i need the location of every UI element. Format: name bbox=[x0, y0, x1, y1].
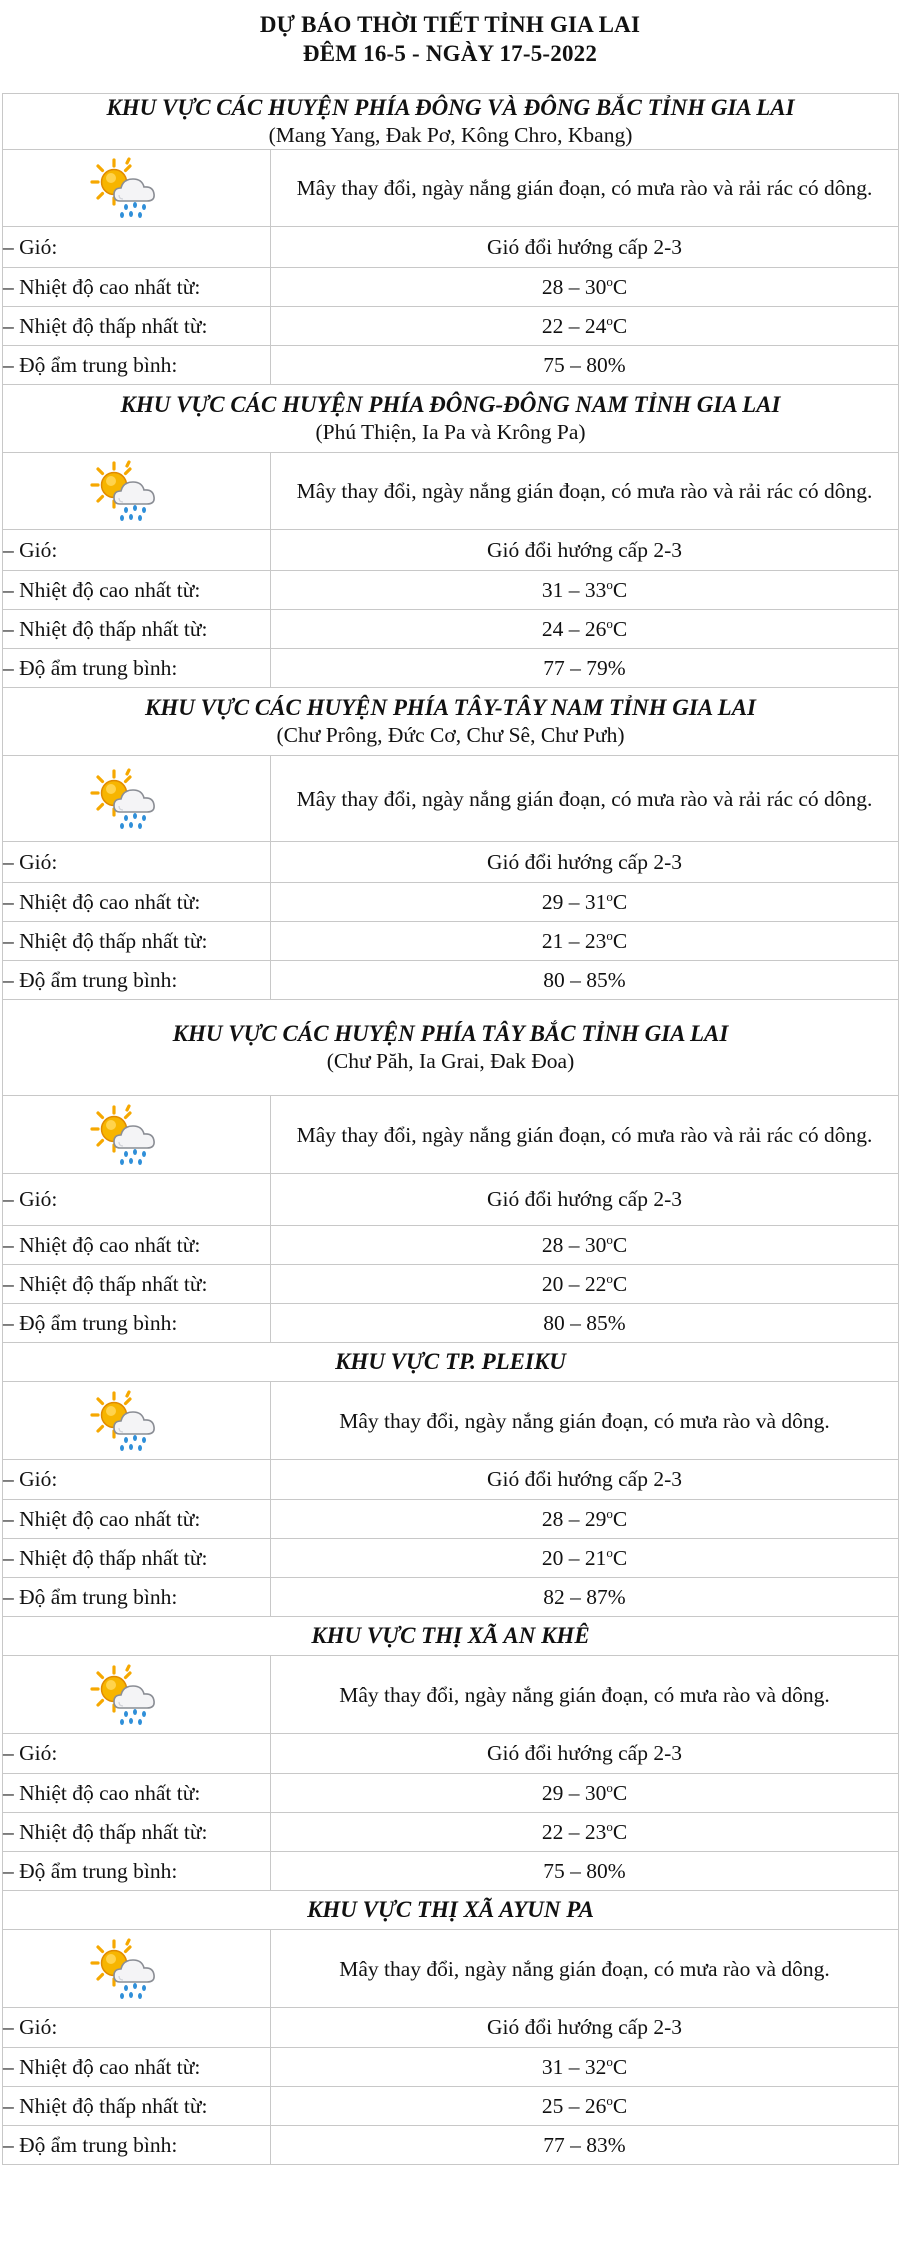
weather-row bbox=[3, 150, 899, 227]
table-row bbox=[3, 842, 899, 883]
weather-row bbox=[3, 756, 899, 842]
table-row bbox=[3, 649, 899, 688]
wind-value: Gió đổi hướng cấp 2-3 bbox=[271, 1460, 899, 1500]
min-temp-value-range: 20 – 22 bbox=[541, 1271, 607, 1296]
region-header bbox=[3, 1617, 899, 1656]
wind-label: – Gió: bbox=[3, 1460, 271, 1500]
min-temp-label: – Nhiệt độ thấp nhất từ: bbox=[3, 922, 271, 961]
max-temp-value bbox=[271, 268, 899, 307]
weather-description: Mây thay đổi, ngày nắng gián đoạn, có mưa rào và dông. bbox=[271, 1382, 899, 1460]
max-temp-label: – Nhiệt độ cao nhất từ: bbox=[3, 883, 271, 922]
weather-description: Mây thay đổi, ngày nắng gián đoạn, có mưa rào và rải rác có dông. bbox=[271, 1096, 899, 1174]
celsius-unit: C bbox=[612, 1780, 628, 1805]
region-districts: (Phú Thiện, Ia Pa và Krông Pa) bbox=[315, 420, 586, 444]
celsius-unit: C bbox=[612, 2054, 628, 2079]
humidity-label: – Độ ẩm trung bình: bbox=[3, 1304, 271, 1343]
max-temp-value-range: 31 – 32 bbox=[541, 2054, 607, 2079]
humidity-value: 75 – 80% bbox=[271, 1852, 899, 1891]
max-temp-value-range: 28 – 30 bbox=[541, 1232, 607, 1257]
degree-sign: o bbox=[606, 576, 613, 592]
title-line-1: DỰ BÁO THỜI TIẾT TỈNH GIA LAI bbox=[259, 12, 641, 37]
degree-sign: o bbox=[606, 1270, 613, 1286]
table-row bbox=[3, 883, 899, 922]
region-header-row bbox=[3, 1000, 899, 1096]
degree-sign: o bbox=[606, 888, 613, 904]
weather-description: Mây thay đổi, ngày nắng gián đoạn, có mưa rào và dông. bbox=[271, 1930, 899, 2008]
celsius-unit: C bbox=[612, 1271, 628, 1296]
wind-label: – Gió: bbox=[3, 1174, 271, 1226]
weather-description: Mây thay đổi, ngày nắng gián đoạn, có mưa rào và dông. bbox=[271, 1656, 899, 1734]
region-name: KHU VỰC THỊ XÃ AN KHÊ bbox=[311, 1623, 590, 1648]
table-row bbox=[3, 961, 899, 1000]
weather-icon-cell bbox=[3, 1656, 271, 1734]
humidity-label: – Độ ẩm trung bình: bbox=[3, 961, 271, 1000]
region-name: KHU VỰC TP. PLEIKU bbox=[335, 1349, 566, 1374]
weather-row bbox=[3, 453, 899, 530]
table-row bbox=[3, 2048, 899, 2087]
region-header-row bbox=[3, 1617, 899, 1656]
table-row bbox=[3, 1539, 899, 1578]
table-row bbox=[3, 1500, 899, 1539]
sun-cloud-rain-icon bbox=[89, 1664, 173, 1726]
humidity-label: – Độ ẩm trung bình: bbox=[3, 649, 271, 688]
min-temp-label: – Nhiệt độ thấp nhất từ: bbox=[3, 2087, 271, 2126]
sun-cloud-rain-icon bbox=[89, 1390, 173, 1452]
table-row bbox=[3, 1304, 899, 1343]
celsius-unit: C bbox=[612, 577, 628, 602]
humidity-value: 75 – 80% bbox=[271, 346, 899, 385]
sun-cloud-rain-icon bbox=[89, 157, 173, 219]
min-temp-label: – Nhiệt độ thấp nhất từ: bbox=[3, 1813, 271, 1852]
weather-icon-cell bbox=[3, 1096, 271, 1174]
celsius-unit: C bbox=[612, 1819, 628, 1844]
table-row bbox=[3, 2126, 899, 2165]
max-temp-label: – Nhiệt độ cao nhất từ: bbox=[3, 571, 271, 610]
min-temp-value-range: 21 – 23 bbox=[541, 928, 607, 953]
max-temp-value-range: 29 – 30 bbox=[541, 1780, 607, 1805]
region-name: KHU VỰC CÁC HUYỆN PHÍA TÂY BẮC TỈNH GIA LAI bbox=[172, 1021, 729, 1046]
min-temp-value bbox=[271, 2087, 899, 2126]
max-temp-value bbox=[271, 2048, 899, 2087]
page-title bbox=[0, 0, 900, 68]
wind-value: Gió đổi hướng cấp 2-3 bbox=[271, 1174, 899, 1226]
humidity-label: – Độ ẩm trung bình: bbox=[3, 1852, 271, 1891]
humidity-value: 80 – 85% bbox=[271, 961, 899, 1000]
table-row bbox=[3, 2087, 899, 2126]
degree-sign: o bbox=[606, 2092, 613, 2108]
degree-sign: o bbox=[606, 615, 613, 631]
wind-label: – Gió: bbox=[3, 842, 271, 883]
degree-sign: o bbox=[606, 1779, 613, 1795]
wind-value: Gió đổi hướng cấp 2-3 bbox=[271, 227, 899, 268]
table-row bbox=[3, 1174, 899, 1226]
humidity-value: 80 – 85% bbox=[271, 1304, 899, 1343]
table-row bbox=[3, 1460, 899, 1500]
max-temp-label: – Nhiệt độ cao nhất từ: bbox=[3, 1226, 271, 1265]
min-temp-value-range: 24 – 26 bbox=[541, 616, 607, 641]
wind-value: Gió đổi hướng cấp 2-3 bbox=[271, 530, 899, 571]
sun-cloud-rain-icon bbox=[89, 460, 173, 522]
max-temp-label: – Nhiệt độ cao nhất từ: bbox=[3, 1774, 271, 1813]
max-temp-value bbox=[271, 1500, 899, 1539]
celsius-unit: C bbox=[612, 1506, 628, 1531]
region-header-row bbox=[3, 94, 899, 150]
region-header bbox=[3, 1891, 899, 1930]
table-row bbox=[3, 1226, 899, 1265]
sun-cloud-rain-icon bbox=[89, 1938, 173, 2000]
degree-sign: o bbox=[606, 1231, 613, 1247]
region-header bbox=[3, 1000, 899, 1096]
weather-row bbox=[3, 1930, 899, 2008]
humidity-value: 77 – 79% bbox=[271, 649, 899, 688]
weather-row bbox=[3, 1382, 899, 1460]
humidity-label: – Độ ẩm trung bình: bbox=[3, 2126, 271, 2165]
max-temp-value bbox=[271, 883, 899, 922]
weather-description: Mây thay đổi, ngày nắng gián đoạn, có mưa rào và rải rác có dông. bbox=[271, 756, 899, 842]
weather-row bbox=[3, 1656, 899, 1734]
min-temp-label: – Nhiệt độ thấp nhất từ: bbox=[3, 610, 271, 649]
weather-icon-cell bbox=[3, 1930, 271, 2008]
celsius-unit: C bbox=[612, 313, 628, 338]
weather-row bbox=[3, 1096, 899, 1174]
forecast-table bbox=[2, 93, 899, 2165]
max-temp-value bbox=[271, 1226, 899, 1265]
humidity-label: – Độ ẩm trung bình: bbox=[3, 346, 271, 385]
max-temp-label: – Nhiệt độ cao nhất từ: bbox=[3, 2048, 271, 2087]
sun-cloud-rain-icon bbox=[89, 768, 173, 830]
region-header-row bbox=[3, 688, 899, 756]
table-row bbox=[3, 307, 899, 346]
wind-label: – Gió: bbox=[3, 530, 271, 571]
max-temp-value-range: 31 – 33 bbox=[541, 577, 607, 602]
table-row bbox=[3, 571, 899, 610]
table-row bbox=[3, 1852, 899, 1891]
celsius-unit: C bbox=[612, 1232, 628, 1257]
table-row bbox=[3, 1813, 899, 1852]
table-row bbox=[3, 610, 899, 649]
weather-icon-cell bbox=[3, 756, 271, 842]
table-row bbox=[3, 1578, 899, 1617]
weather-icon-cell bbox=[3, 150, 271, 227]
wind-label: – Gió: bbox=[3, 1734, 271, 1774]
table-row bbox=[3, 2008, 899, 2048]
degree-sign: o bbox=[606, 1818, 613, 1834]
degree-sign: o bbox=[606, 2053, 613, 2069]
degree-sign: o bbox=[606, 927, 613, 943]
max-temp-value-range: 28 – 30 bbox=[541, 274, 607, 299]
max-temp-value-range: 29 – 31 bbox=[541, 889, 607, 914]
min-temp-value bbox=[271, 1265, 899, 1304]
region-header bbox=[3, 94, 899, 150]
min-temp-value bbox=[271, 307, 899, 346]
max-temp-value bbox=[271, 571, 899, 610]
region-header-row bbox=[3, 1891, 899, 1930]
weather-description: Mây thay đổi, ngày nắng gián đoạn, có mưa rào và rải rác có dông. bbox=[271, 150, 899, 227]
humidity-label: – Độ ẩm trung bình: bbox=[3, 1578, 271, 1617]
min-temp-value bbox=[271, 922, 899, 961]
max-temp-label: – Nhiệt độ cao nhất từ: bbox=[3, 268, 271, 307]
min-temp-value-range: 25 – 26 bbox=[541, 2093, 607, 2118]
region-name: KHU VỰC CÁC HUYỆN PHÍA TÂY-TÂY NAM TỈNH GIA LAI bbox=[144, 695, 757, 720]
wind-label: – Gió: bbox=[3, 227, 271, 268]
min-temp-value bbox=[271, 1813, 899, 1852]
min-temp-label: – Nhiệt độ thấp nhất từ: bbox=[3, 1265, 271, 1304]
region-name: KHU VỰC CÁC HUYỆN PHÍA ĐÔNG-ĐÔNG NAM TỈNH GIA LAI bbox=[120, 392, 781, 417]
degree-sign: o bbox=[606, 1544, 613, 1560]
table-row bbox=[3, 1774, 899, 1813]
min-temp-value bbox=[271, 1539, 899, 1578]
min-temp-label: – Nhiệt độ thấp nhất từ: bbox=[3, 307, 271, 346]
min-temp-value-range: 20 – 21 bbox=[541, 1545, 607, 1570]
region-header bbox=[3, 1343, 899, 1382]
table-row bbox=[3, 1265, 899, 1304]
region-header-row bbox=[3, 1343, 899, 1382]
weather-icon-cell bbox=[3, 1382, 271, 1460]
wind-value: Gió đổi hướng cấp 2-3 bbox=[271, 1734, 899, 1774]
humidity-value: 82 – 87% bbox=[271, 1578, 899, 1617]
wind-value: Gió đổi hướng cấp 2-3 bbox=[271, 842, 899, 883]
region-name: KHU VỰC THỊ XÃ AYUN PA bbox=[307, 1897, 594, 1922]
celsius-unit: C bbox=[612, 928, 628, 953]
degree-sign: o bbox=[606, 273, 613, 289]
degree-sign: o bbox=[606, 312, 613, 328]
table-row bbox=[3, 268, 899, 307]
table-row bbox=[3, 922, 899, 961]
min-temp-value bbox=[271, 610, 899, 649]
celsius-unit: C bbox=[612, 1545, 628, 1570]
celsius-unit: C bbox=[612, 274, 628, 299]
weather-icon-cell bbox=[3, 453, 271, 530]
table-row bbox=[3, 346, 899, 385]
table-row bbox=[3, 530, 899, 571]
celsius-unit: C bbox=[612, 2093, 628, 2118]
celsius-unit: C bbox=[612, 889, 628, 914]
region-header bbox=[3, 385, 899, 453]
region-districts: (Mang Yang, Đak Pơ, Kông Chro, Kbang) bbox=[268, 123, 633, 147]
max-temp-label: – Nhiệt độ cao nhất từ: bbox=[3, 1500, 271, 1539]
humidity-value: 77 – 83% bbox=[271, 2126, 899, 2165]
min-temp-label: – Nhiệt độ thấp nhất từ: bbox=[3, 1539, 271, 1578]
min-temp-value-range: 22 – 24 bbox=[541, 313, 607, 338]
celsius-unit: C bbox=[612, 616, 628, 641]
region-name: KHU VỰC CÁC HUYỆN PHÍA ĐÔNG VÀ ĐÔNG BẮC TỈNH GIA LAI bbox=[106, 95, 795, 120]
table-row bbox=[3, 1734, 899, 1774]
wind-value: Gió đổi hướng cấp 2-3 bbox=[271, 2008, 899, 2048]
region-header bbox=[3, 688, 899, 756]
region-districts: (Chư Păh, Ia Grai, Đak Đoa) bbox=[326, 1049, 575, 1073]
min-temp-value-range: 22 – 23 bbox=[541, 1819, 607, 1844]
title-line-2: ĐÊM 16-5 - NGÀY 17-5-2022 bbox=[302, 41, 598, 66]
max-temp-value-range: 28 – 29 bbox=[541, 1506, 607, 1531]
max-temp-value bbox=[271, 1774, 899, 1813]
region-header-row bbox=[3, 385, 899, 453]
degree-sign: o bbox=[606, 1505, 613, 1521]
sun-cloud-rain-icon bbox=[89, 1104, 173, 1166]
weather-description: Mây thay đổi, ngày nắng gián đoạn, có mưa rào và rải rác có dông. bbox=[271, 453, 899, 530]
table-row bbox=[3, 227, 899, 268]
region-districts: (Chư Prông, Đức Cơ, Chư Sê, Chư Pưh) bbox=[276, 723, 625, 747]
wind-label: – Gió: bbox=[3, 2008, 271, 2048]
